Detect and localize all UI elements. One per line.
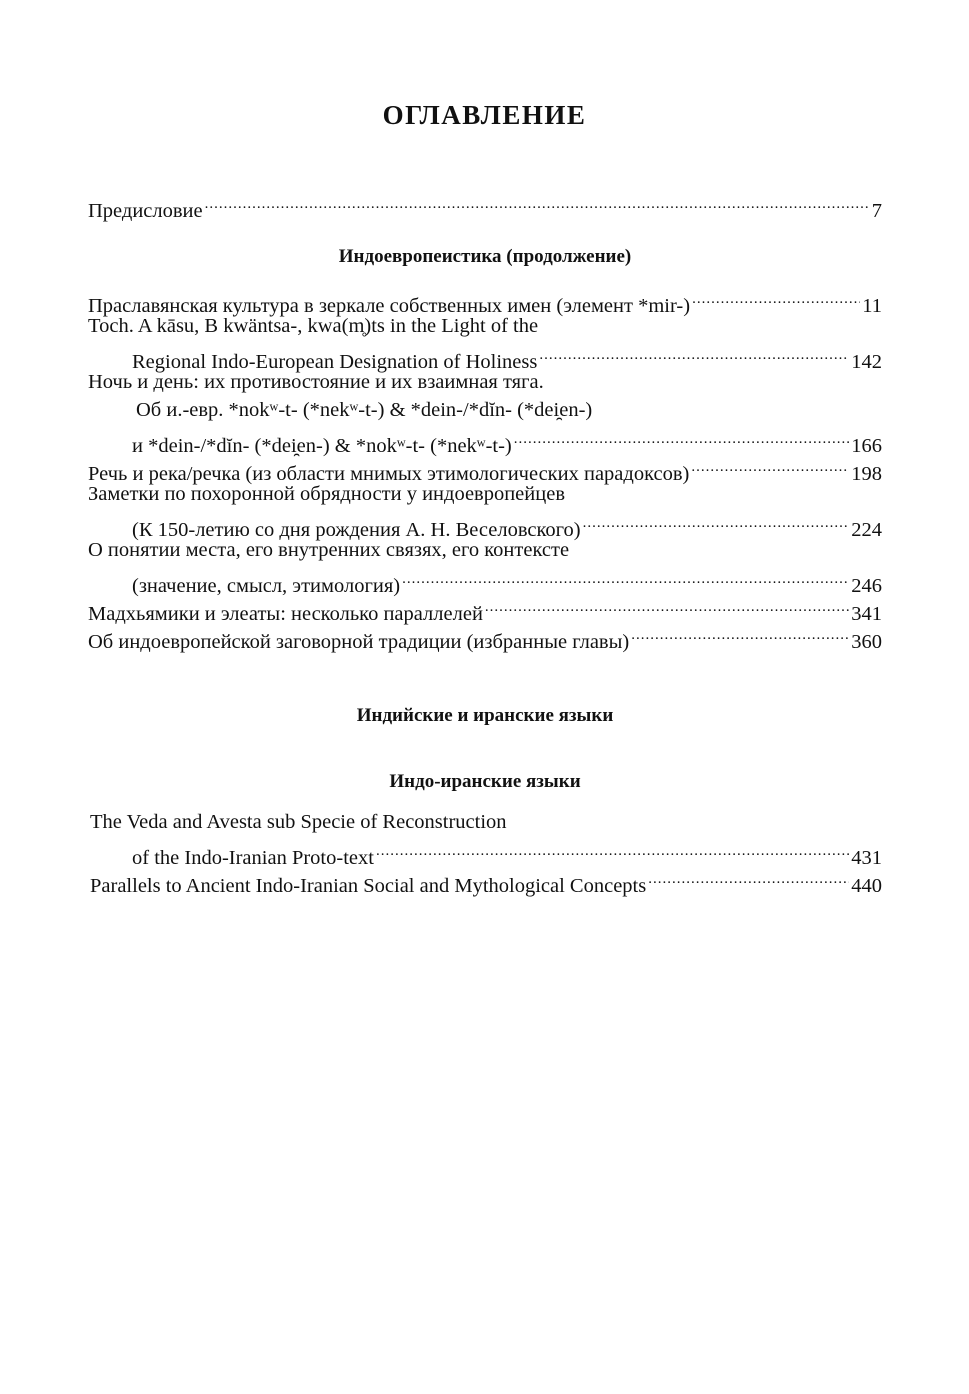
dot-leader [648, 864, 849, 892]
toc-entry [90, 864, 882, 897]
section-heading: Индо-иранские языки [389, 771, 581, 792]
section-heading: Индоевропеистика (продолжение) [338, 246, 632, 267]
dot-leader [691, 452, 849, 480]
toc-entry-text: (значение, смысл, этимология) [132, 575, 401, 597]
section-heading: Индийские и иранские языки [356, 705, 614, 726]
toc-entry [88, 368, 882, 396]
page-title: ОГЛАВЛЕНИЕ [382, 100, 587, 130]
toc-entry-preface [88, 189, 882, 222]
dot-leader [402, 564, 849, 592]
toc-entry-text: Regional Indo-European Designation of Holiness [132, 351, 538, 373]
toc-entry-text: of the Indo-Iranian Proto-text [132, 847, 374, 869]
dot-leader [514, 424, 849, 452]
toc-entry [88, 452, 882, 485]
dot-leader [583, 508, 850, 536]
toc-page-number: 7 [871, 200, 882, 222]
toc-page-number: 360 [851, 631, 882, 653]
toc-entry-text: Мадхьямики и элеаты: несколько параллелей [88, 603, 483, 625]
toc-entry-continuation [132, 424, 882, 457]
dot-leader [539, 340, 849, 368]
dot-leader [692, 284, 860, 312]
toc-page-number: 11 [862, 295, 882, 317]
toc-entry-continuation [132, 564, 882, 597]
toc-entry [88, 312, 882, 340]
toc-entry-text: Об и.-евр. *nokʷ-t- (*nekʷ-t-) & *dein-/*dĭn- (*dei̯en-) [136, 399, 593, 421]
toc-page-number: 142 [851, 351, 882, 373]
toc-entry-text: (К 150-летию со дня рождения А. Н. Веселовского) [132, 519, 581, 541]
toc-entry [88, 620, 882, 653]
toc-entry-text: О понятии места, его внутренних связях, его контексте [88, 539, 570, 561]
toc-entry-text: Речь и река/речка (из области мнимых этимологических парадоксов) [88, 463, 690, 485]
dot-leader [485, 592, 849, 620]
toc-entry-text: The Veda and Avesta sub Specie of Reconstruction [90, 811, 507, 833]
toc-entry-continuation [132, 508, 882, 541]
toc-entry [88, 536, 882, 564]
toc-entry-text: Заметки по похоронной обрядности у индоевропейцев [88, 483, 566, 505]
toc-entry-label: Предисловие [88, 200, 203, 222]
toc-entry-continuation [136, 396, 882, 424]
toc-page-number: 166 [851, 435, 882, 457]
toc-entry [90, 808, 884, 836]
toc-entry-text: и *dein-/*dĭn- (*dei̯en-) & *nokʷ-t- (*nekʷ-t-) [132, 435, 512, 457]
toc-entry [88, 592, 882, 625]
toc-entry-text: Праславянская культура в зеркале собственных имен (элемент *mir-) [88, 295, 691, 317]
toc-page-number: 341 [851, 603, 882, 625]
toc-entry-text: Об индоевропейской заговорной традиции (избранные главы) [88, 631, 630, 653]
toc-page-number: 224 [851, 519, 882, 541]
toc-entry-text: Ночь и день: их противостояние и их взаимная тяга. [88, 371, 544, 393]
toc-page-number: 198 [851, 463, 882, 485]
toc-page-number: 440 [851, 875, 882, 897]
dot-leader [631, 620, 849, 648]
toc-page-number: 431 [851, 847, 882, 869]
toc-entry-continuation [132, 836, 882, 869]
toc-page-number: 246 [851, 575, 882, 597]
toc-entry [88, 284, 882, 317]
dot-leader [376, 836, 849, 864]
toc-entry-continuation [132, 340, 882, 373]
toc-entry [88, 480, 882, 508]
toc-entry-text: Toch. A kāsu, B kwäntsa-, kwa(m̥)ts in the Light of the [88, 315, 539, 337]
dot-leader [205, 189, 870, 217]
toc-entry-text: Parallels to Ancient Indo-Iranian Social and Mythological Concepts [90, 875, 647, 897]
